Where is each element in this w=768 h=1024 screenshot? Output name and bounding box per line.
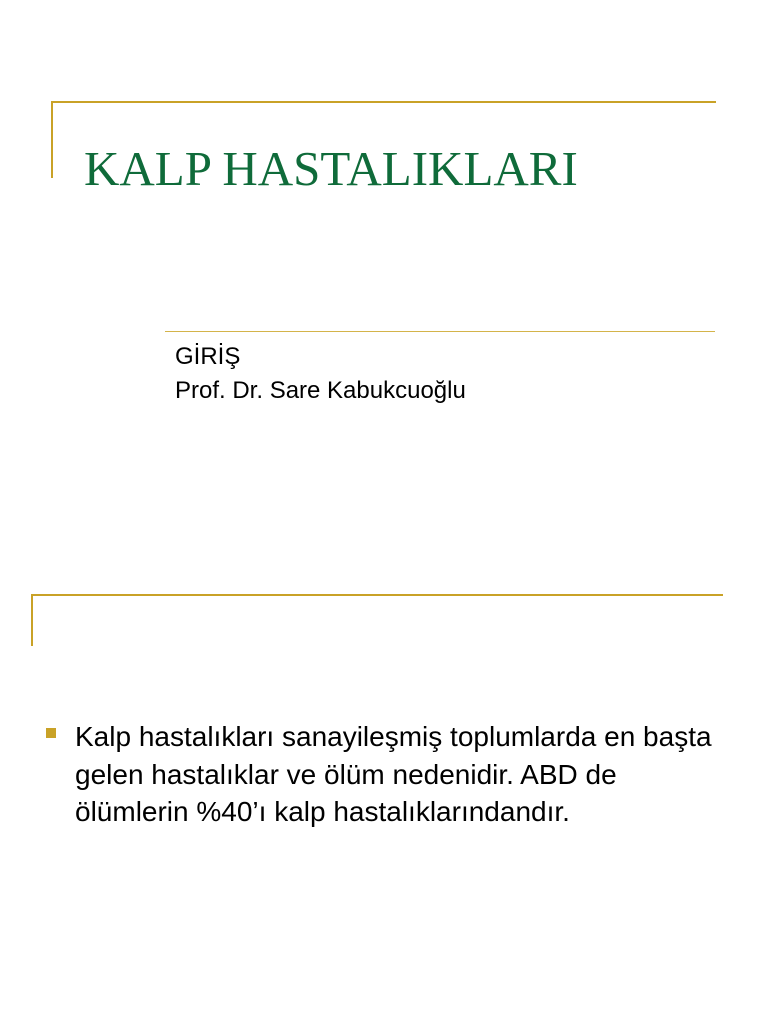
subtitle-rule [165, 331, 715, 332]
subtitle-block [175, 340, 466, 408]
subtitle-heading: GİRİŞ [175, 343, 241, 370]
square-bullet-icon [46, 728, 56, 738]
subtitle-author: Prof. Dr. Sare Kabukcuoğlu [175, 377, 466, 404]
bullet-list [46, 718, 726, 831]
title-frame-top-rule [51, 101, 716, 103]
slide2-frame-left-rule [31, 594, 33, 646]
bullet-item: Kalp hastalıkları sanayileşmiş toplumlarda en başta gelen hastalıklar ve ölüm nedenidir. ABD de ölümlerin %40’ı kalp hastalıklarındandır. [75, 721, 712, 827]
slide-title: KALP HASTALIKLARI [84, 141, 578, 196]
slide2-frame-top-rule [31, 594, 723, 596]
title-frame-left-rule [51, 101, 53, 178]
